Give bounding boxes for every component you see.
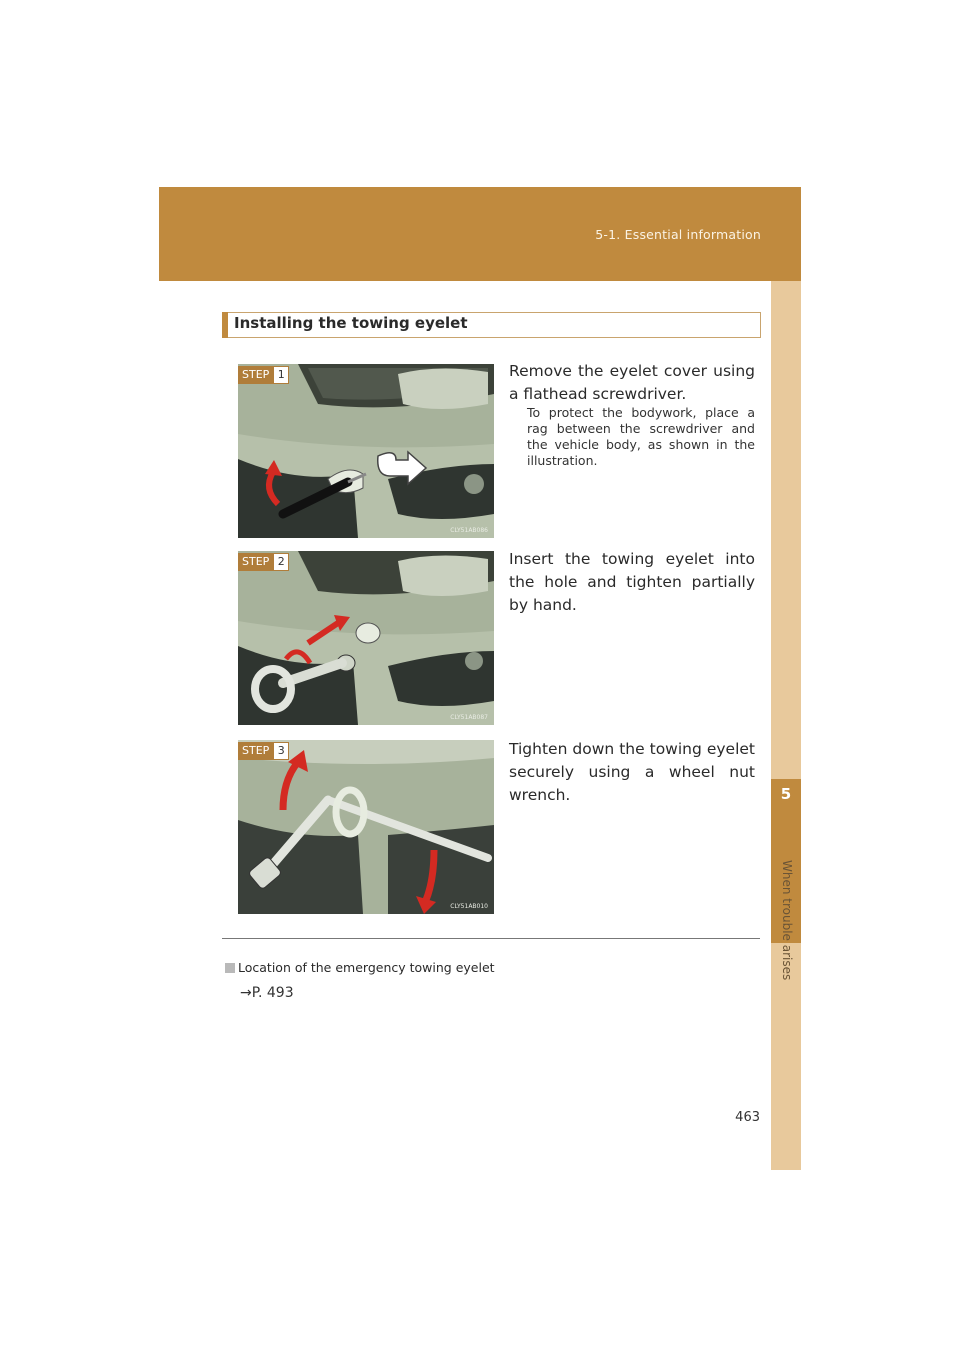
step-1-note: To protect the bodywork, place a rag between the screwdriver and the vehicle body, as shown in the illustration.: [527, 405, 755, 468]
step-3-badge: STEP 3: [238, 742, 289, 760]
divider: [222, 938, 760, 939]
step-2-illustration: [238, 551, 494, 725]
info-title: Location of the emergency towing eyelet: [225, 960, 495, 975]
bumper-wrench-drawing: [238, 740, 494, 914]
page-reference-link[interactable]: →P. 493: [240, 985, 294, 1001]
step-2-badge: STEP 2: [238, 553, 289, 571]
step-1-badge: STEP 1: [238, 366, 289, 384]
step-2-image-code: CLY51AB087: [450, 714, 488, 721]
step-3-image-code: CLY51AB010: [450, 903, 488, 910]
step-1-illustration: [238, 364, 494, 538]
bumper-eyelet-drawing: [238, 551, 494, 725]
page-number: 463: [735, 1110, 760, 1125]
step-1-image-code: CLY51AB086: [450, 527, 488, 534]
bumper-screwdriver-drawing: [238, 364, 494, 538]
step-3-illustration: [238, 740, 494, 914]
step-2-text: Insert the towing eyelet into the hole and tighten partially by hand.: [509, 550, 755, 614]
section-header: 5-1. Essential information: [595, 227, 761, 242]
section-title: Installing the towing eyelet: [234, 314, 468, 332]
square-bullet-icon: [225, 963, 235, 973]
header-band: [159, 187, 801, 281]
step-1-text: Remove the eyelet cover using a flathead screwdriver.: [509, 362, 755, 403]
chapter-title: When trouble arises: [780, 860, 794, 981]
chapter-number: 5: [780, 785, 792, 803]
side-strip: [771, 281, 801, 1170]
section-title-accent: [222, 312, 228, 338]
step-3-text: Tighten down the towing eyelet securely using a wheel nut wrench.: [509, 740, 755, 804]
